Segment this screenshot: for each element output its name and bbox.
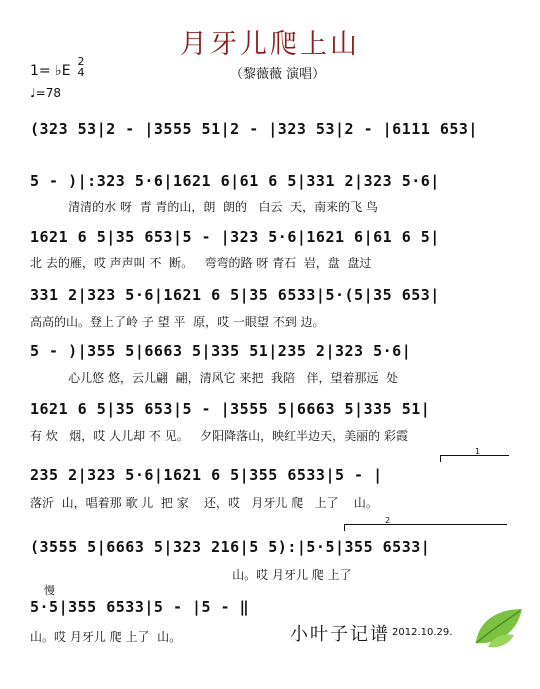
key-signature: 1= ♭E	[30, 63, 71, 79]
lyric-row: 落沂 山，唱着那 歌 儿 把 家 还，哎 月牙儿 爬 上了 山。	[30, 496, 378, 510]
lyric-row: 山。哎 月牙儿 爬 上了 山。	[30, 630, 182, 644]
first-ending-bracket	[440, 447, 509, 462]
notation-row: 235 2|323 5·6|1621 6 5|355 6533|5 - |	[30, 466, 383, 484]
notation-row: 5 - )|:323 5·6|1621 6|61 6 5|331 2|323 5·6|	[30, 172, 440, 190]
lyric-row: 心儿悠 悠，云儿翩 翩，清风它 来把 我陪 伴，望着那远 处	[30, 371, 399, 385]
second-ending-bracket	[344, 516, 507, 531]
second-ending-number: 2	[385, 516, 391, 525]
lyric-row: 清清的水 呀 青 青的山，朗 朗的 白云 天，南来的飞 鸟	[30, 200, 378, 214]
lyric-row: 高高的山。登上了岭 子 望 平 原，哎 一眼望 不到 边。	[30, 315, 325, 329]
notation-row: 1621 6 5|35 653|5 - |3555 5|6663 5|335 51|	[30, 400, 431, 418]
time-signature	[76, 56, 86, 78]
lyric-row: 有 炊 烟，哎 人儿却 不 见。 夕阳降落山，映红半边天，美丽的 彩霞	[30, 429, 408, 443]
tempo-mark: ♩=78	[30, 86, 61, 100]
leaf-icon	[468, 603, 528, 653]
notation-row: 5·5|355 6533|5 - |5 - ‖	[30, 598, 250, 616]
song-title: 月牙儿爬上山	[180, 29, 360, 60]
lyric-row: 北 去的雁，哎 声声叫 不 断。 弯弯的路 呀 青石 岩，盘 盘过	[30, 256, 372, 270]
slow-mark: 慢	[44, 584, 55, 597]
meter-top: 2	[77, 55, 85, 68]
notation-row: 331 2|323 5·6|1621 6 5|35 6533|5·(5|35 653|	[30, 286, 440, 304]
transcriber-signature: 小叶子记谱	[290, 624, 390, 645]
singer-credit: （黎薇薇 演唱）	[230, 67, 326, 82]
notation-row: (3555 5|6663 5|323 216|5 5):|5·5|355 6533|	[30, 538, 431, 556]
meter-bottom: 4	[77, 66, 85, 79]
transcription-date: 2012.10.29.	[392, 627, 453, 638]
notation-row: (323 53|2 - |3555 51|2 - |323 53|2 - |6111 653|	[30, 120, 478, 138]
notation-row: 1621 6 5|35 653|5 - |323 5·6|1621 6|61 6 5|	[30, 228, 440, 246]
first-ending-number: 1	[475, 447, 481, 456]
lyric-row: 山。哎 月牙儿 爬 上了	[30, 568, 352, 582]
notation-row: 5 - )|355 5|6663 5|335 51|235 2|323 5·6|	[30, 342, 412, 360]
